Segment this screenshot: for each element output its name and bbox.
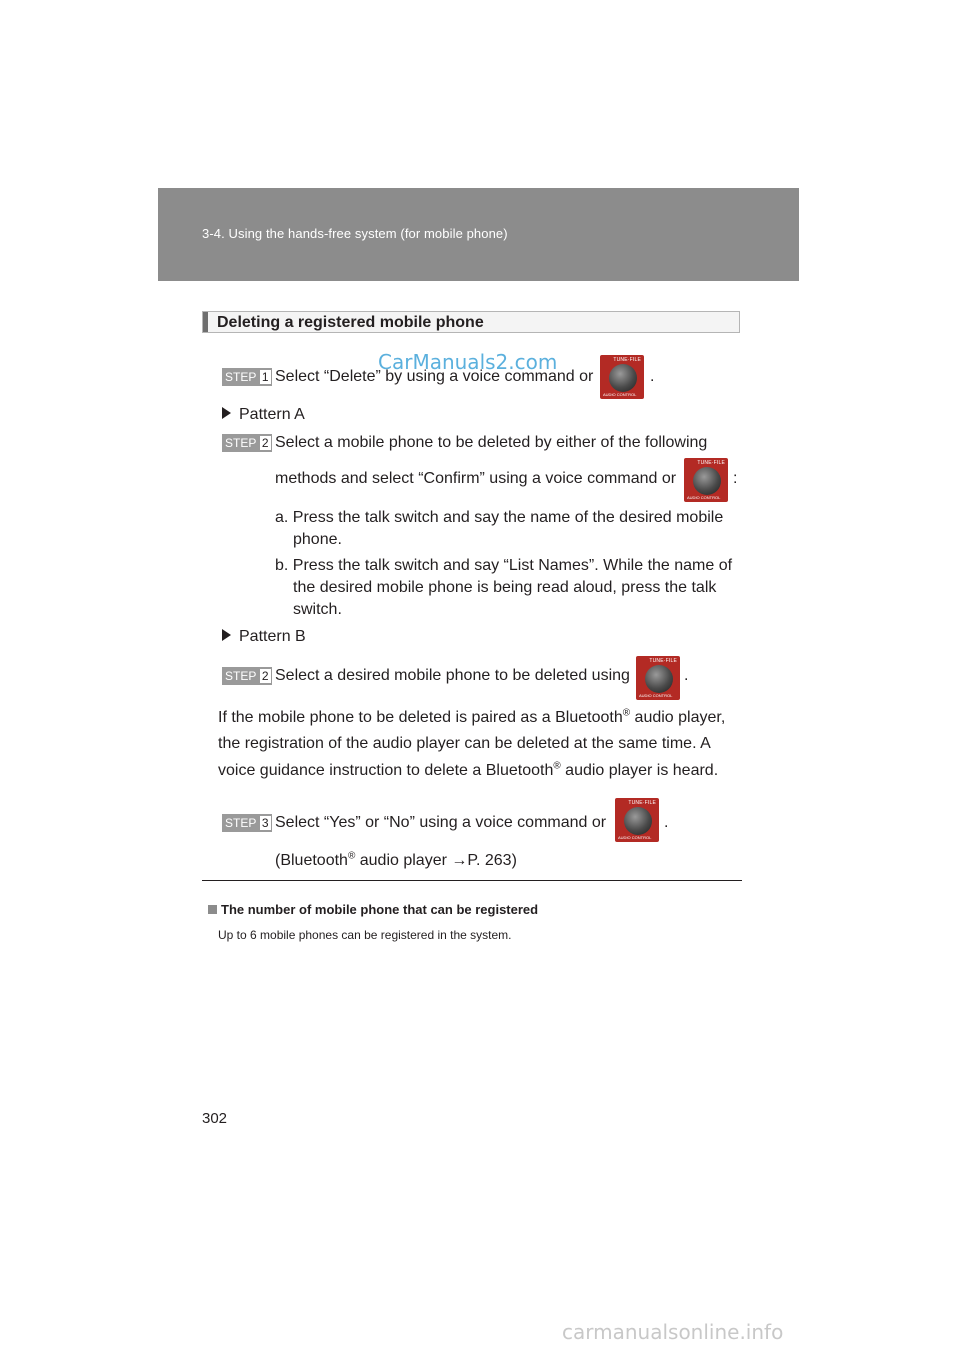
pattern-a: [222, 404, 305, 426]
step3-end: .: [664, 814, 669, 831]
triangle-bullet-icon: [222, 407, 231, 419]
item-a-line2: phone.: [293, 531, 342, 548]
paragraph-line1-a: If the mobile phone to be deleted is paired as a Bluetooth: [218, 709, 623, 726]
step-number: 1: [260, 370, 272, 384]
paragraph-line1-b: audio player,: [630, 709, 726, 726]
item-a-line1: a. Press the talk switch and say the name of the desired mobile: [275, 509, 724, 526]
step1-text: Select “Delete” by using a voice command or: [275, 368, 594, 385]
section-title-bar: [202, 311, 740, 333]
chapter-heading: 3-4. Using the hands-free system (for mobile phone): [202, 226, 508, 241]
tune-file-knob-icon: [636, 656, 680, 700]
pattern-b-label: Pattern B: [239, 628, 306, 645]
paragraph-line1: [218, 707, 738, 729]
tune-file-knob-icon: [684, 458, 728, 502]
triangle-bullet-icon: [222, 629, 231, 641]
watermark-bottom: carmanualsonline.info: [562, 1320, 784, 1344]
paragraph-line3-a: voice guidance instruction to delete a Bluetooth: [218, 762, 554, 779]
knob-label-bottom: AUDIO CONTROL: [687, 495, 721, 500]
knob-label-top: TUNE·FILE: [628, 800, 656, 806]
item-b-line1: b. Press the talk switch and say “List Names”. While the name of: [275, 557, 733, 574]
step3-ref-a: (Bluetooth: [275, 852, 348, 869]
item-b-line3: switch.: [293, 601, 342, 618]
section-accent: [203, 312, 208, 332]
square-bullet-icon: [208, 905, 217, 914]
step3-ref-b: audio player →P. 263): [355, 852, 517, 869]
step-word: STEP: [225, 669, 257, 683]
step-word: STEP: [225, 436, 257, 450]
step-badge-2b: [222, 667, 272, 685]
step2b-text: Select a desired mobile phone to be deleted using: [275, 667, 630, 684]
knob-label-bottom: AUDIO CONTROL: [603, 392, 637, 397]
page-number: 302: [202, 1110, 228, 1127]
step1-end: .: [650, 368, 655, 385]
step2a-line1: Select a mobile phone to be deleted by either of the following: [275, 434, 708, 451]
step2a-line2-end: :: [733, 470, 738, 487]
knob-label-bottom: AUDIO CONTROL: [618, 835, 652, 840]
registered-mark: ®: [347, 850, 356, 862]
registered-mark: ®: [622, 707, 631, 719]
step3-text: Select “Yes” or “No” using a voice command or: [275, 814, 607, 831]
step-word: STEP: [225, 816, 257, 830]
step-number: 2: [260, 436, 272, 450]
knob-label-bottom: AUDIO CONTROL: [639, 693, 673, 698]
step-word: STEP: [225, 370, 257, 384]
step-badge-3: [222, 814, 272, 832]
step3-reference: [275, 850, 517, 872]
knob-dial: [645, 665, 673, 693]
pattern-b: [222, 626, 306, 648]
note-text: Up to 6 mobile phones can be registered in the system.: [218, 928, 512, 942]
knob-dial: [624, 807, 652, 835]
tune-file-knob-icon: [615, 798, 659, 842]
paragraph-line2: the registration of the audio player can be deleted at the same time. A: [218, 735, 711, 752]
pattern-a-label: Pattern A: [239, 406, 305, 423]
knob-label-top: TUNE·FILE: [697, 460, 725, 466]
knob-dial: [609, 364, 637, 392]
tune-file-knob-icon: [600, 355, 644, 399]
section-title: Deleting a registered mobile phone: [217, 314, 484, 331]
watermark-top: CarManuals2.com: [378, 350, 558, 374]
note-title: [208, 902, 538, 917]
step2b-end: .: [684, 667, 689, 684]
note-title-text: The number of mobile phone that can be registered: [221, 902, 539, 917]
item-b-line2: the desired mobile phone is being read aloud, press the talk: [293, 579, 717, 596]
registered-mark: ®: [553, 760, 561, 772]
step-badge-2a: [222, 434, 272, 452]
step2a-line2: methods and select “Confirm” using a voice command or: [275, 470, 677, 487]
step-number: 2: [260, 669, 272, 683]
divider: [202, 880, 742, 881]
knob-dial: [693, 467, 721, 495]
knob-label-top: TUNE·FILE: [649, 658, 677, 664]
step-number: 3: [260, 816, 272, 830]
step-badge-1: [222, 368, 272, 386]
paragraph-line3-b: audio player is heard.: [560, 762, 719, 779]
paragraph-line3: [218, 760, 718, 782]
knob-label-top: TUNE·FILE: [613, 357, 641, 363]
